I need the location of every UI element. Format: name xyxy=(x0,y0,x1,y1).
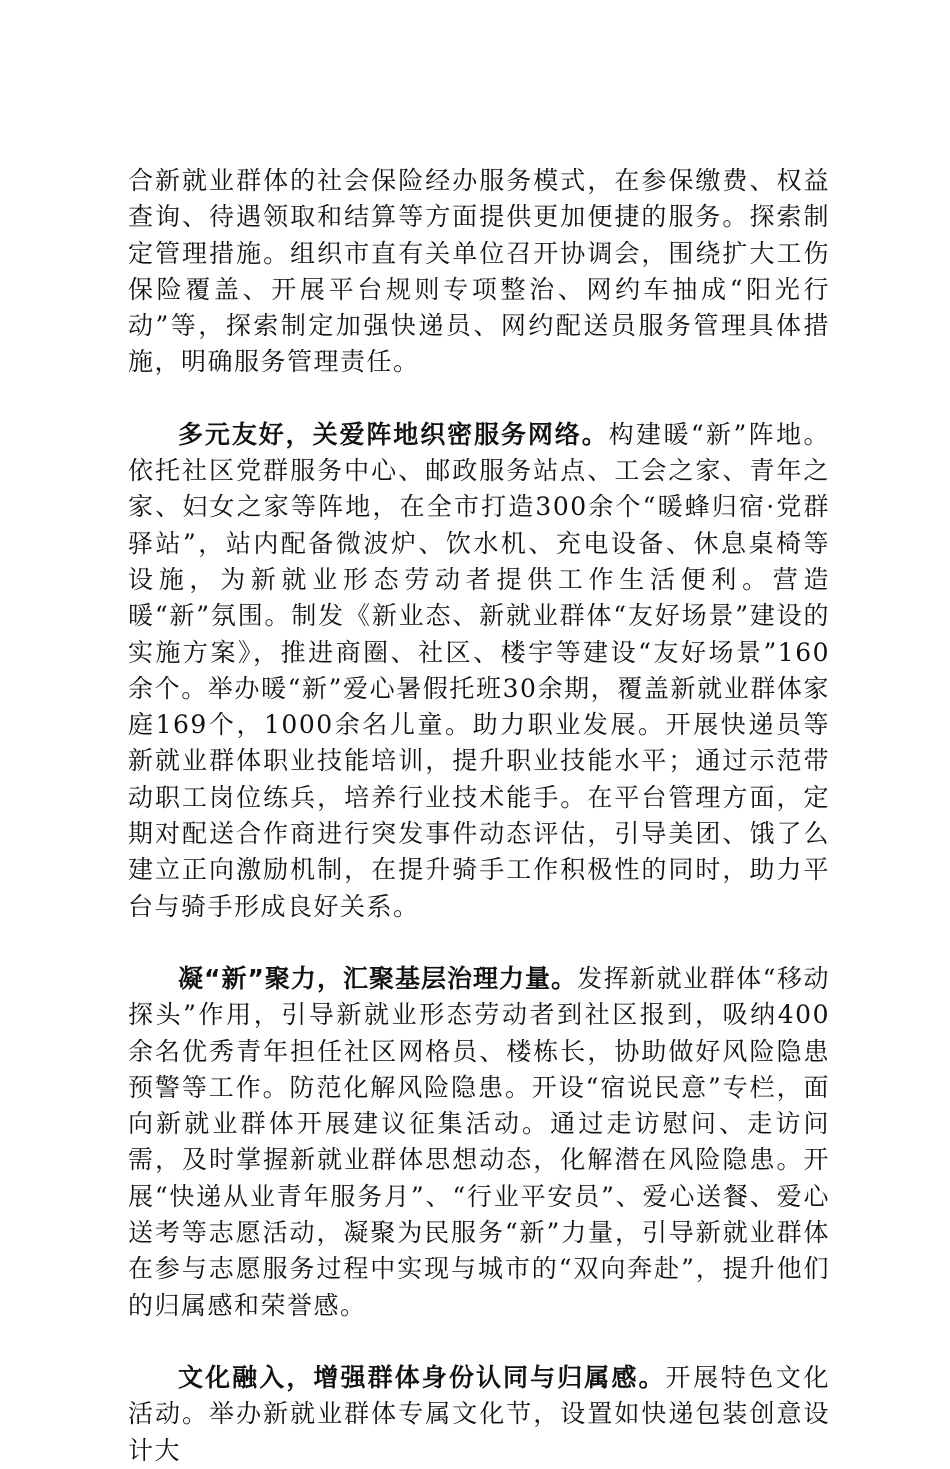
paragraph-1-text: 合新就业群体的社会保险经办服务模式，在参保缴费、权益查询、待遇领取和结算等方面提供更加便捷的服务。探索制定管理措施。组织市直有关单位召开协调会，围绕扩大工伤保险覆盖、开展平台规则专项整治、网约车抽成“阳光行动”等，探索制定加强快递员、网约配送员服务管理具体措施，明确服务管理责任。 xyxy=(128,166,830,377)
paragraph-3-heading: 凝“新”聚力，汇聚基层治理力量。 xyxy=(178,963,578,993)
paragraph-3-text: 发挥新就业群体“移动探头”作用，引导新就业形态劳动者到社区报到，吸纳400余名优秀青年担任社区网格员、楼栋长，协助做好风险隐患预警等工作。防范化解风险隐患。开设“宿说民意”专栏，面向新就业群体开展建议征集活动。通过走访慰问、走访问需，及时掌握新就业群体思想动态，化解潜在风险隐患。开展“快递从业青年服务月”、“行业平安员”、爱心送餐、爱心送考等志愿活动，凝聚为民服务“新”力量，引导新就业群体在参与志愿服务过程中实现与城市的“双向奔赴”，提升他们的归属感和荣誉感。 xyxy=(128,963,830,1320)
paragraph-2-heading: 多元友好，关爱阵地织密服务网络。 xyxy=(178,419,609,449)
paragraph-4-text: 开展特色文化活动。举办新就业群体专属文化节，设置如快递包装创意设计大 xyxy=(128,1362,830,1465)
document-body xyxy=(128,163,830,1469)
paragraph-2 xyxy=(128,417,830,925)
paragraph-4-heading: 文化融入，增强群体身份认同与归属感。 xyxy=(178,1362,666,1392)
paragraph-3 xyxy=(128,961,830,1324)
paragraph-4 xyxy=(128,1360,830,1469)
paragraph-2-text: 构建暖“新”阵地。依托社区党群服务中心、邮政服务站点、工会之家、青年之家、妇女之家等阵地，在全市打造300余个“暖蜂归宿·党群驿站”，站内配备微波炉、饮水机、充电设备、休息桌椅等设施，为新就业形态劳动者提供工作生活便利。营造暖“新”氛围。制发《新业态、新就业群体“友好场景”建设的实施方案》，推进商圈、社区、楼宇等建设“友好场景”160余个。举办暖“新”爱心暑假托班30余期，覆盖新就业群体家庭169个，1000余名儿童。助力职业发展。开展快递员等新就业群体职业技能培训，提升职业技能水平；通过示范带动职工岗位练兵，培养行业技术能手。在平台管理方面，定期对配送合作商进行突发事件动态评估，引导美团、饿了么建立正向激励机制，在提升骑手工作积极性的同时，助力平台与骑手形成良好关系。 xyxy=(128,419,830,921)
paragraph-1 xyxy=(128,163,830,381)
